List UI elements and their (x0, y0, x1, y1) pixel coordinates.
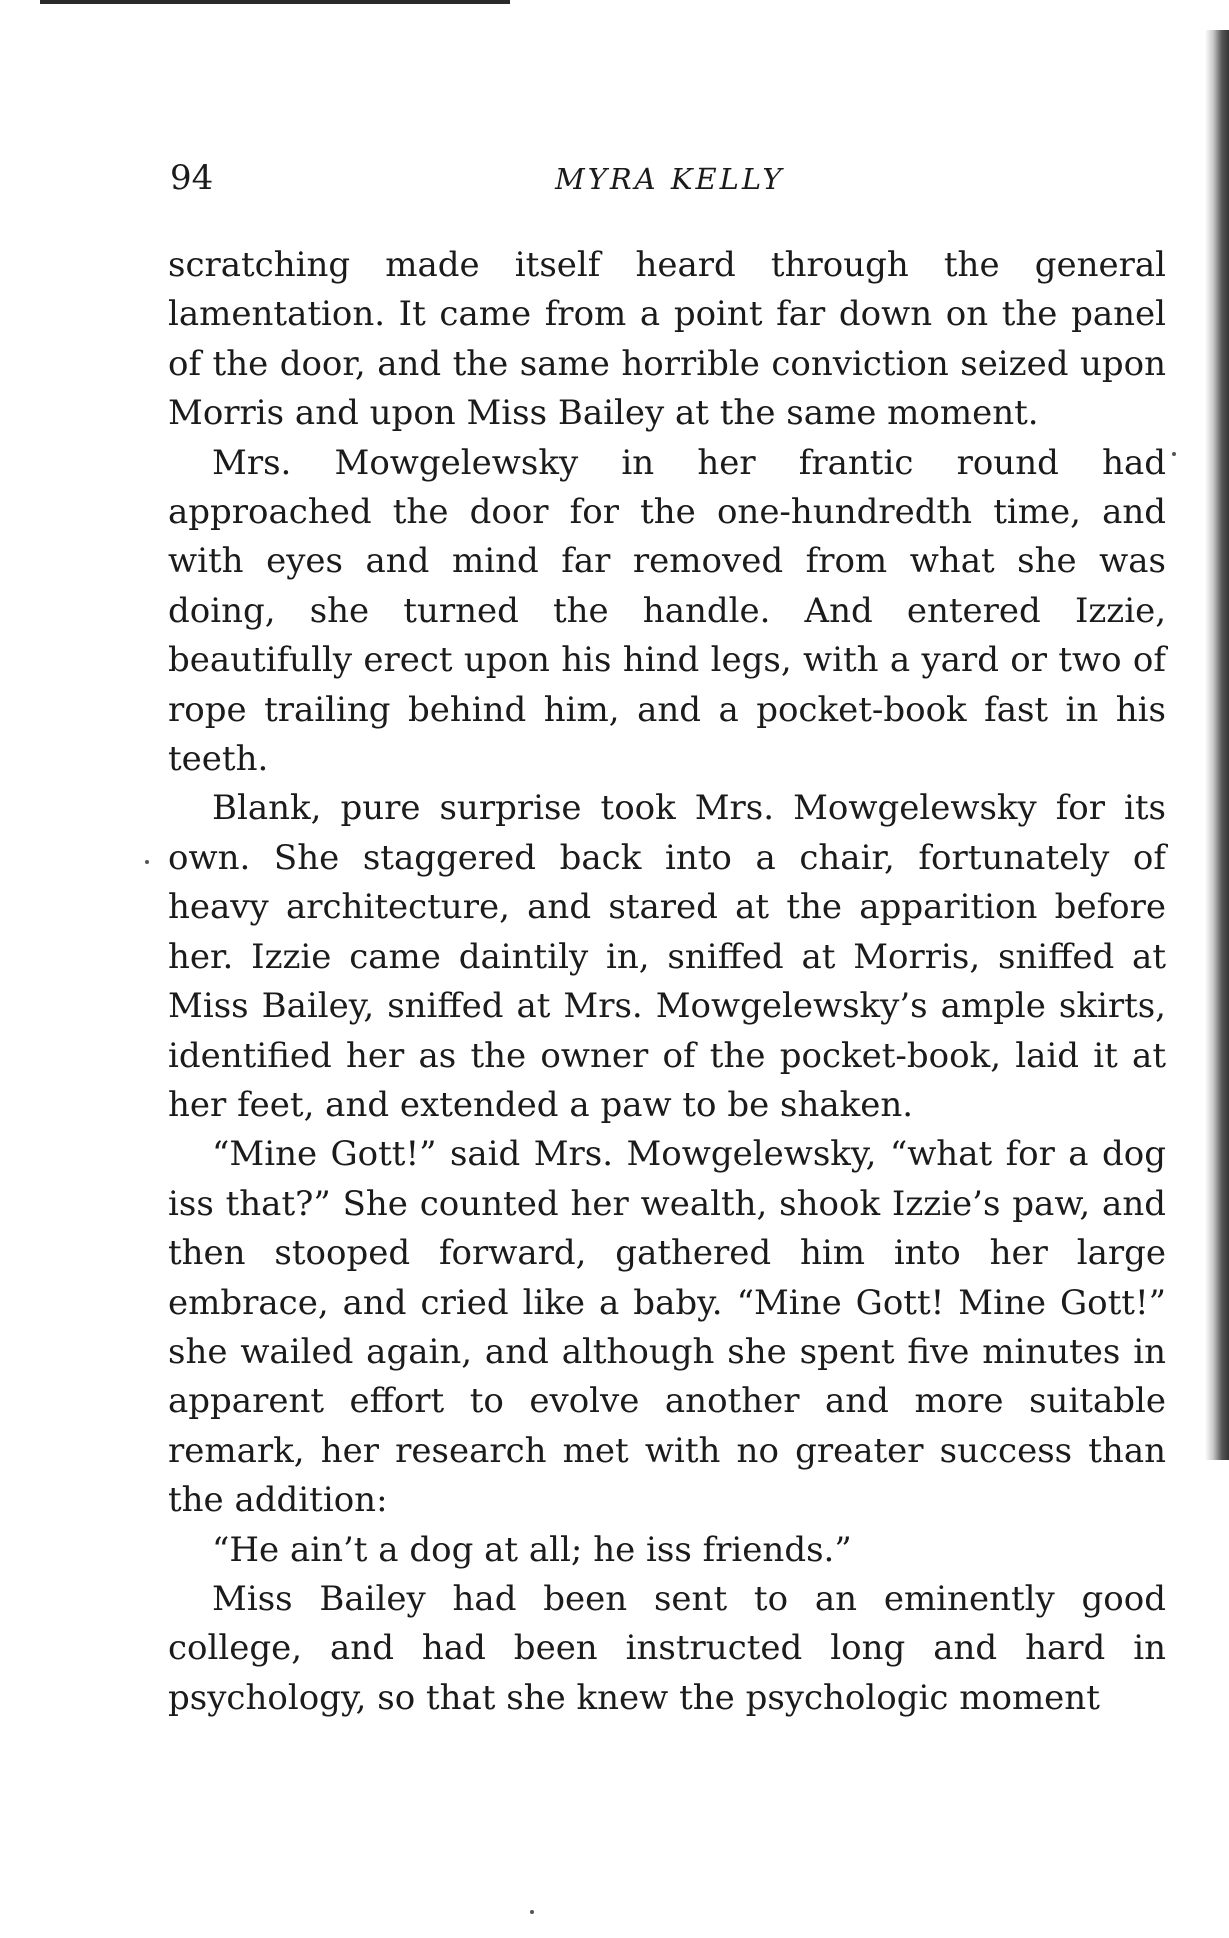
paragraph: “He ain’t a dog at all; he iss friends.” (212, 1529, 852, 1570)
running-title: MYRA KELLY (555, 162, 785, 196)
page-header (170, 158, 1160, 202)
top-border-rule (40, 0, 510, 4)
paragraph: Blank, pure surprise took Mrs. Mowgelewsky for its own. She staggered back into a chair, fortunately of heavy architecture, and stared at the apparition before her. Izzie came daintily in, sniffed at Morris, sniffed at Miss Bailey, sniffed at Mrs. Mowgelewsky’s ample skirts, identified her as the owner of the pocket-book, laid it at her feet, and extended a paw to be shaken. (168, 788, 1166, 1125)
paragraph: Miss Bailey had been sent to an eminently good college, and had been instructed long and hard in psychology, so that she knew the psychologic moment (168, 1578, 1166, 1718)
paragraph: Mrs. Mowgelewsky in her frantic round had approached the door for the one-hundredth time, and with eyes and mind far removed from what she was doing, she turned the handle. And entered Izzie, beautifully erect upon his hind legs, with a yard or two of rope trailing behind him, and a pocket-book fast in his teeth. (168, 442, 1166, 780)
scan-speck (530, 1910, 534, 1914)
page-number: 94 (170, 158, 214, 198)
scan-speck (1172, 452, 1176, 456)
scanned-page-edge (1205, 30, 1229, 1460)
page-body (168, 241, 1166, 1723)
paragraph: “Mine Gott!” said Mrs. Mowgelewsky, “what for a dog iss that?” She counted her wealth, shook Izzie’s paw, and then stooped forward, gathered him into her large embrace, and cried like a baby. “Mine Gott! Mine Gott!” she wailed again, and although she spent five minutes in apparent effort to evolve another and more suitable remark, her research met with no greater success than the addition: (168, 1134, 1166, 1521)
paragraph-continuation: scratching made itself heard through the general lamentation. It came from a point far down on the panel of the door, and the same horrible conviction seized upon Morris and upon Miss Bailey at the same moment. (168, 245, 1166, 434)
scan-speck (145, 860, 149, 864)
